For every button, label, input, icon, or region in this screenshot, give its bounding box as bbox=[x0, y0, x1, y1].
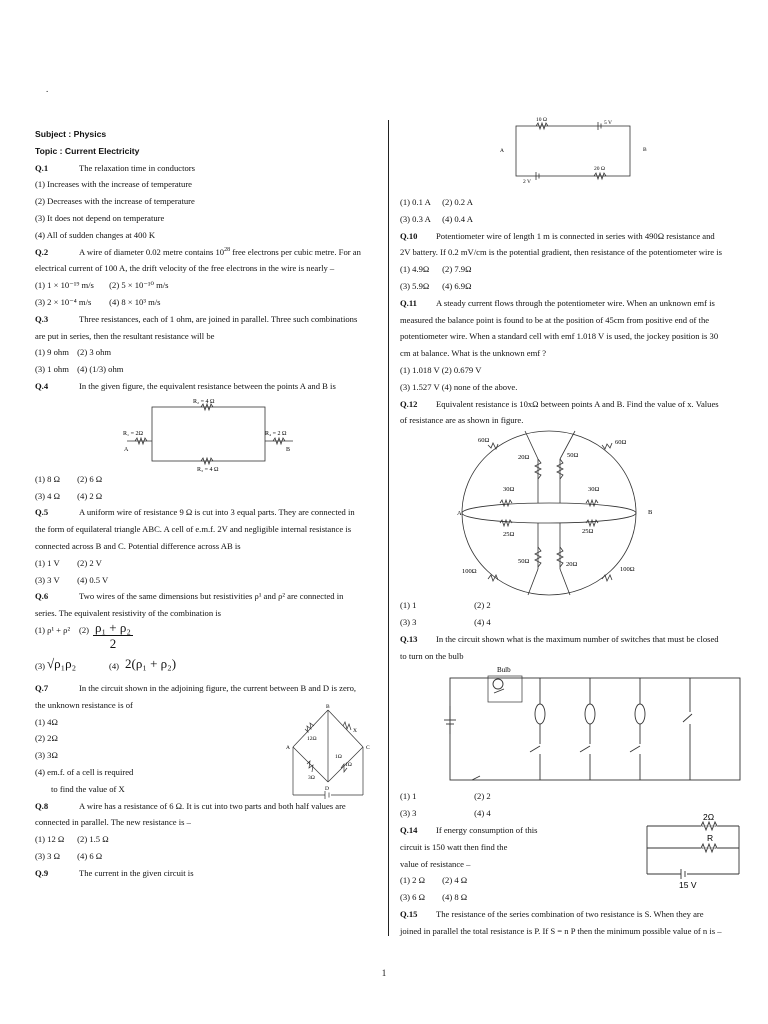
q12-options-row1: (1) 1 (2) 2 bbox=[400, 600, 491, 611]
q6-number: Q.6 bbox=[35, 591, 49, 602]
q14-options-row1: (1) 2 Ω (2) 4 Ω bbox=[400, 875, 468, 886]
svg-text:5 V: 5 V bbox=[604, 120, 612, 126]
q11-text-cont3: cm at balance. What is the unknown emf ? bbox=[400, 348, 547, 359]
q14-circuit-figure bbox=[643, 811, 743, 890]
q14-number: Q.14 bbox=[400, 824, 418, 835]
svg-text:X: X bbox=[353, 727, 357, 734]
q4-r1-label: R₁ = 2Ω bbox=[123, 430, 143, 437]
topic-label: Topic : Current Electricity bbox=[35, 145, 140, 156]
q10-number: Q.10 bbox=[400, 230, 418, 241]
svg-text:A: A bbox=[500, 148, 504, 154]
question-4 bbox=[35, 378, 377, 395]
page-dot: . bbox=[46, 84, 49, 94]
q6-options-row2: (3) √ρ₁ρ₂ (4) 2(ρ₁ + ρ₂) bbox=[35, 655, 177, 671]
q12-number: Q.12 bbox=[400, 398, 418, 409]
svg-text:15 V: 15 V bbox=[679, 879, 697, 890]
q4-number: Q.4 bbox=[35, 380, 49, 391]
q12-figure bbox=[400, 429, 743, 597]
q8-options-row2: (3) 3 Ω (4) 6 Ω bbox=[35, 850, 103, 861]
q2-number: Q.2 bbox=[35, 246, 49, 257]
left-column bbox=[35, 126, 377, 881]
question-9 bbox=[35, 865, 377, 882]
q4-a-label: A bbox=[124, 446, 129, 453]
svg-text:Bulb: Bulb bbox=[497, 666, 511, 675]
question-7 bbox=[35, 680, 377, 697]
question-13 bbox=[400, 631, 743, 648]
q6-options-row1: (1) ρ¹ + ρ² (2) ρ₁ + ρ₂ 2 bbox=[35, 619, 131, 651]
svg-text:B: B bbox=[326, 703, 330, 710]
svg-text:60Ω: 60Ω bbox=[615, 439, 627, 447]
q4-r4-label: R₄ = 2 Ω bbox=[265, 430, 287, 437]
q11-text-cont1: measured the balance point is found to be at the position of 45cm from positive end of the bbox=[400, 314, 710, 325]
q4-r2-label: R₂ = 4 Ω bbox=[193, 398, 215, 405]
svg-text:20Ω: 20Ω bbox=[518, 454, 530, 462]
q3-number: Q.3 bbox=[35, 313, 49, 324]
q14-text-cont2: value of resistance – bbox=[400, 858, 471, 869]
q6-text: Two wires of the same dimensions but resistivities ρ¹ and ρ² are connected in bbox=[79, 591, 344, 602]
question-6 bbox=[35, 588, 377, 605]
q6-fraction: ρ₁ + ρ₂ 2 bbox=[95, 619, 131, 651]
q6-text-cont: series. The equivalent resistivity of the combination is bbox=[35, 608, 221, 619]
q4-b-label: B bbox=[286, 446, 291, 453]
q3-options-row2: (3) 1 ohm (4) (1/3) ohm bbox=[35, 364, 124, 375]
svg-text:60Ω: 60Ω bbox=[478, 437, 490, 445]
q8-text: A wire has a resistance of 6 Ω. It is cut into two parts and both half values are bbox=[79, 800, 346, 811]
q7-text-cont: the unknown resistance is of bbox=[35, 699, 133, 710]
svg-text:50Ω: 50Ω bbox=[567, 452, 579, 460]
svg-text:B: B bbox=[648, 509, 653, 517]
svg-text:2 V: 2 V bbox=[523, 179, 531, 185]
question-11 bbox=[400, 295, 743, 312]
svg-text:20Ω: 20Ω bbox=[566, 561, 578, 569]
q5-text-cont1: the form of equilateral triangle ABC. A cell of e.m.f. 2V and negligible internal resistance is bbox=[35, 524, 352, 535]
q14-text-cont1: circuit is 150 watt then find the bbox=[400, 841, 508, 852]
question-5 bbox=[35, 504, 377, 521]
q11-options-row2: (3) 1.527 V (4) none of the above. bbox=[400, 381, 518, 392]
q7-number: Q.7 bbox=[35, 682, 49, 693]
svg-text:D: D bbox=[325, 785, 329, 792]
q4-options-row2: (3) 4 Ω (4) 2 Ω bbox=[35, 490, 103, 501]
q9-options-row2: (3) 0.3 A (4) 0.4 A bbox=[400, 213, 473, 224]
svg-text:B: B bbox=[643, 147, 647, 153]
svg-text:20 Ω: 20 Ω bbox=[594, 166, 605, 172]
q8-options-row1: (1) 12 Ω (2) 1.5 Ω bbox=[35, 834, 109, 845]
question-10 bbox=[400, 228, 743, 245]
q2-options-row2: (3) 2 × 10⁻⁴ m/s (4) 8 × 10³ m/s bbox=[35, 296, 161, 307]
svg-text:25Ω: 25Ω bbox=[582, 528, 594, 536]
q7-option-4-cont: to find the value of X bbox=[51, 783, 125, 794]
question-1 bbox=[35, 160, 377, 177]
svg-text:10 Ω: 10 Ω bbox=[536, 117, 547, 123]
q4-r3-label: R₃ = 4 Ω bbox=[197, 466, 219, 473]
page-number: 1 bbox=[381, 968, 387, 978]
q8-number: Q.8 bbox=[35, 800, 49, 811]
svg-text:2Ω: 2Ω bbox=[703, 811, 715, 822]
q2-text: A wire of diameter 0.02 metre contains $10^{28}$ free electrons per cubic metre. For an bbox=[79, 246, 361, 257]
q3-options-row1: (1) 9 ohm (2) 3 ohm bbox=[35, 347, 112, 358]
svg-text:50Ω: 50Ω bbox=[518, 558, 530, 566]
q2-options-row1: (1) 1 × 10⁻¹⁹ m/s (2) 5 × 10⁻¹⁰ m/s bbox=[35, 280, 169, 291]
svg-text:12Ω: 12Ω bbox=[307, 735, 317, 742]
q7-option-4: (4) em.f. of a cell is required bbox=[35, 766, 134, 777]
question-3 bbox=[35, 311, 377, 328]
q1-option-1: (1) Increases with the increase of temperature bbox=[35, 179, 192, 190]
svg-text:25Ω: 25Ω bbox=[503, 531, 515, 539]
q13-text-cont: to turn on the bulb bbox=[400, 650, 464, 661]
right-column bbox=[400, 117, 743, 940]
q13-number: Q.13 bbox=[400, 633, 418, 644]
q13-text: In the circuit shown what is the maximum number of switches that must be closed bbox=[436, 633, 719, 644]
q10-text-cont: 2V battery. If 0.2 mV/cm is the potential gradient, then resistance of the potentiometer wire is bbox=[400, 247, 722, 258]
q11-text: A steady current flows through the potentiometer wire. When an unknown emf is bbox=[436, 297, 715, 308]
q4-figure bbox=[35, 395, 377, 471]
q10-options-row1: (1) 4.9Ω (2) 7.9Ω bbox=[400, 264, 472, 275]
question-12 bbox=[400, 396, 743, 413]
q13-figure bbox=[400, 664, 743, 788]
svg-text:100Ω: 100Ω bbox=[620, 566, 635, 574]
q9-text: The current in the given circuit is bbox=[79, 867, 194, 878]
q12-text-cont: of resistance are as shown in figure. bbox=[400, 415, 524, 426]
question-2 bbox=[35, 244, 377, 261]
q9-options-row1: (1) 0.1 A (2) 0.2 A bbox=[400, 197, 473, 207]
svg-text:R: R bbox=[707, 832, 714, 843]
q7-option-3: (3) 3Ω bbox=[35, 750, 58, 761]
q3-text-cont: are put in series, then the resultant resistance will be bbox=[35, 330, 215, 341]
q11-options-row1: (1) 1.018 V (2) 0.679 V bbox=[400, 364, 482, 375]
q15-text-cont: joined in parallel the total resistance is P. If S = n P then the minimum possible value of n is – bbox=[400, 925, 722, 936]
q7-option-1: (1) 4Ω bbox=[35, 716, 58, 727]
subject-label: Subject : Physics bbox=[35, 129, 107, 139]
q14-options-row2: (3) 6 Ω (4) 8 Ω bbox=[400, 892, 468, 903]
q13-options-row1: (1) 1 (2) 2 bbox=[400, 791, 491, 802]
q14-text: If energy consumption of this bbox=[436, 824, 538, 835]
q9-figure bbox=[400, 117, 743, 194]
q12-text: Equivalent resistance is 10xΩ between points A and B. Find the value of x. Values bbox=[436, 398, 719, 409]
q4-text: In the given figure, the equivalent resistance between the points A and B is bbox=[79, 380, 336, 391]
q1-number: Q.1 bbox=[35, 162, 49, 173]
q15-text: The resistance of the series combination of two resistance is S. When they are bbox=[436, 908, 704, 919]
q12-options-row2: (3) 3 (4) 4 bbox=[400, 616, 491, 627]
q10-text: Potentiometer wire of length 1 m is connected in series with 490Ω resistance and bbox=[436, 230, 715, 241]
svg-text:30Ω: 30Ω bbox=[503, 486, 515, 494]
svg-text:1Ω: 1Ω bbox=[335, 753, 342, 760]
svg-text:A: A bbox=[286, 744, 290, 751]
column-divider bbox=[388, 120, 389, 936]
q2-text-cont: electrical current of 100 A, the drift velocity of the free electrons in the wire is nearly – bbox=[35, 263, 335, 274]
q7-circuit-figure bbox=[283, 702, 373, 802]
q15-number: Q.15 bbox=[400, 908, 418, 919]
svg-text:100Ω: 100Ω bbox=[462, 568, 477, 576]
q5-options-row2: (3) 3 V (4) 0.5 V bbox=[35, 574, 109, 585]
svg-text:C: C bbox=[366, 744, 370, 751]
svg-text:1Ω: 1Ω bbox=[345, 761, 352, 768]
q3-text: Three resistances, each of 1 ohm, are joined in parallel. Three such combinations bbox=[79, 313, 358, 324]
q1-option-3: (3) It does not depend on temperature bbox=[35, 212, 165, 223]
q5-number: Q.5 bbox=[35, 507, 49, 518]
q4-options-row1: (1) 8 Ω (2) 6 Ω bbox=[35, 473, 103, 484]
svg-text:3Ω: 3Ω bbox=[308, 774, 315, 781]
q5-options-row1: (1) 1 V (2) 2 V bbox=[35, 557, 102, 568]
q10-options-row2: (3) 5.9Ω (4) 6.9Ω bbox=[400, 280, 472, 291]
q7-option-2: (2) 2Ω bbox=[35, 733, 58, 744]
q7-text: In the circuit shown in the adjoining figure, the current between B and D is zero, bbox=[79, 682, 357, 693]
svg-text:A: A bbox=[457, 510, 462, 518]
question-15 bbox=[400, 906, 743, 923]
q1-option-2: (2) Decreases with the increase of temperature bbox=[35, 196, 195, 207]
q11-number: Q.11 bbox=[400, 297, 417, 308]
svg-text:30Ω: 30Ω bbox=[588, 486, 600, 494]
q9-number: Q.9 bbox=[35, 867, 49, 878]
q8-text-cont: connected in parallel. The new resistance is – bbox=[35, 817, 191, 828]
q13-options-row2: (3) 3 (4) 4 bbox=[400, 808, 491, 819]
q1-text: The relaxation time in conductors bbox=[79, 162, 195, 173]
q11-text-cont2: potentiometer wire. When a standard cell with emf 1.018 V is used, the jockey position is 30 bbox=[400, 331, 719, 342]
q5-text-cont2: connected across B and C. Potential difference across AB is bbox=[35, 540, 241, 551]
q5-text: A uniform wire of resistance 9 Ω is cut into 3 equal parts. They are connected in bbox=[79, 507, 355, 518]
q1-option-4: (4) All of sudden changes at 400 K bbox=[35, 229, 156, 240]
